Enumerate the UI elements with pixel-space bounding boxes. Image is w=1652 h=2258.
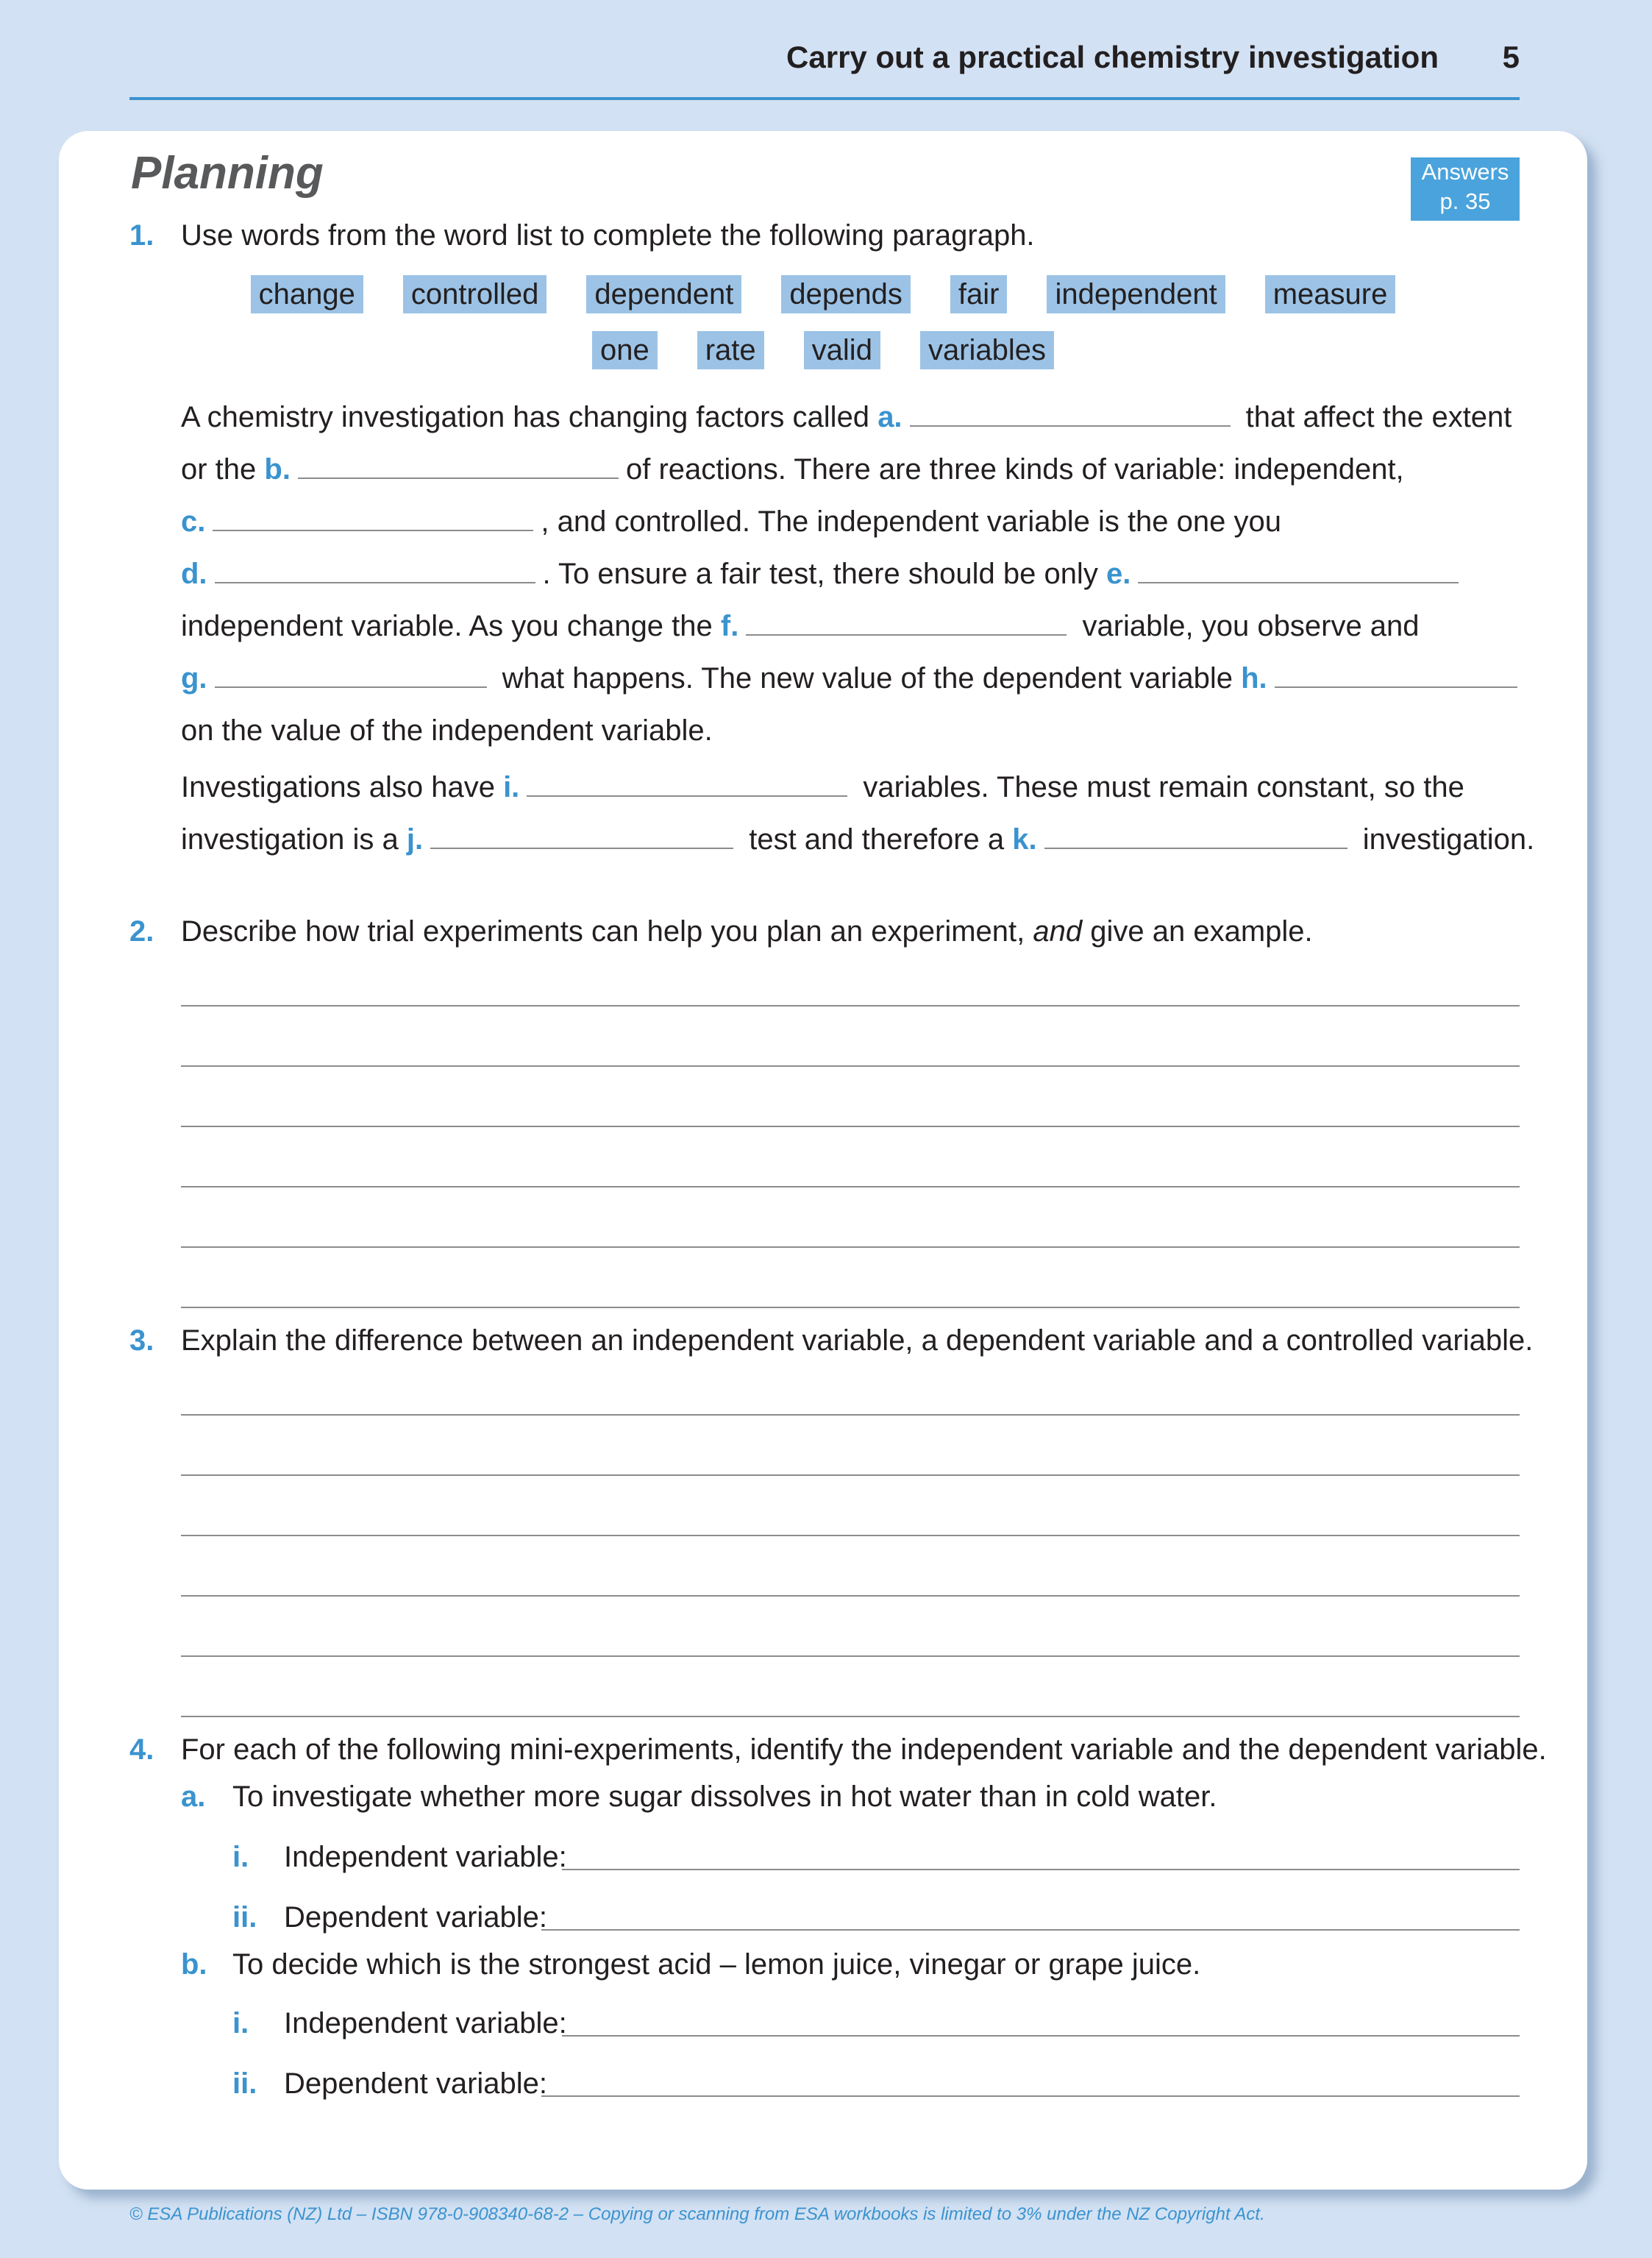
question-4-number: 4. — [129, 1733, 154, 1766]
word-chip: valid — [804, 331, 880, 369]
word-list-row-2 — [59, 331, 1587, 369]
paragraph-line — [181, 503, 1281, 540]
word-chip: independent — [1047, 275, 1225, 313]
answer-line[interactable] — [181, 1186, 1520, 1187]
blank-a[interactable] — [910, 403, 1231, 427]
question-3-number: 3. — [129, 1324, 154, 1357]
answer-line[interactable] — [181, 1655, 1520, 1657]
answer-line[interactable] — [181, 1414, 1520, 1416]
part-i-label: i. — [232, 2007, 249, 2039]
blank-d[interactable] — [215, 560, 535, 583]
answer-line[interactable] — [181, 1307, 1520, 1308]
paragraph-line — [181, 712, 713, 749]
word-chip: change — [251, 275, 363, 313]
answers-badge[interactable] — [1411, 157, 1520, 221]
blank-h[interactable] — [1275, 664, 1517, 688]
blank-i[interactable] — [527, 773, 847, 797]
worksheet-card — [59, 131, 1587, 2190]
paragraph-text: what happens. The new value of the dependent variable — [502, 662, 1233, 695]
blank-label-j: j. — [406, 823, 424, 856]
paragraph-line — [181, 399, 1512, 436]
blank-label-c: c. — [181, 505, 206, 538]
paragraph-text: . To ensure a fair test, there should be only — [542, 558, 1098, 590]
blank-label-f: f. — [720, 610, 739, 642]
chapter-title: Carry out a practical chemistry investigation — [786, 40, 1439, 74]
page-header — [129, 29, 1520, 100]
question-2-prompt — [181, 915, 1313, 948]
paragraph-text: variable, you observe and — [1082, 610, 1420, 642]
word-chip: controlled — [403, 275, 546, 313]
paragraph-text: variables. These must remain constant, so the — [863, 771, 1464, 803]
part-ii-label: ii. — [232, 1901, 257, 1934]
answers-label: Answers — [1421, 159, 1509, 185]
question-2-prompt-text: Describe how trial experiments can help you plan an experiment, — [181, 915, 1025, 948]
paragraph-line — [181, 451, 1404, 488]
page-number: 5 — [1502, 40, 1520, 74]
subquestion-b-label: b. — [181, 1948, 207, 1981]
answer-line[interactable] — [181, 1126, 1520, 1127]
independent-variable-line-b[interactable] — [562, 2035, 1520, 2037]
word-chip: variables — [920, 331, 1054, 369]
paragraph-line — [181, 769, 1464, 806]
subquestion-a-text: To investigate whether more sugar dissolves in hot water than in cold water. — [232, 1781, 1217, 1813]
independent-variable-label: Independent variable: — [284, 2007, 567, 2039]
dependent-variable-label: Dependent variable: — [284, 1901, 548, 1934]
answer-line[interactable] — [181, 1474, 1520, 1476]
paragraph-text: A chemistry investigation has changing factors called — [181, 401, 870, 433]
answer-line[interactable] — [181, 1246, 1520, 1248]
word-chip: depends — [781, 275, 910, 313]
blank-k[interactable] — [1044, 826, 1347, 849]
question-2-number: 2. — [129, 915, 154, 948]
paragraph-text: investigation. — [1362, 823, 1535, 856]
paragraph-line — [181, 608, 1420, 645]
dependent-variable-line-b[interactable] — [541, 2095, 1520, 2097]
word-chip: measure — [1265, 275, 1396, 313]
word-chip: rate — [697, 331, 764, 369]
dependent-variable-label: Dependent variable: — [284, 2067, 548, 2100]
blank-label-d: d. — [181, 558, 207, 590]
blank-c[interactable] — [213, 508, 533, 531]
dependent-variable-line-a[interactable] — [541, 1929, 1520, 1931]
section-title: Planning — [131, 148, 324, 199]
word-chip: dependent — [586, 275, 741, 313]
paragraph-text: , and controlled. The independent variable is the one you — [541, 505, 1281, 538]
blank-b[interactable] — [298, 455, 619, 479]
word-chip: fair — [950, 275, 1008, 313]
paragraph-text: on the value of the independent variable. — [181, 714, 713, 747]
paragraph-line — [181, 555, 1466, 592]
independent-variable-line-a[interactable] — [562, 1869, 1520, 1870]
answer-line[interactable] — [181, 1535, 1520, 1536]
question-3-prompt: Explain the difference between an independent variable, a dependent variable and a controlled variable. — [181, 1324, 1534, 1357]
question-2-prompt-text: give an example. — [1090, 915, 1313, 948]
question-1-number: 1. — [129, 219, 154, 252]
paragraph-text: of reactions. There are three kinds of variable: independent, — [625, 453, 1404, 486]
blank-label-i: i. — [503, 771, 520, 803]
copyright-footer: © ESA Publications (NZ) Ltd – ISBN 978-0-908340-68-2 – Copying or scanning from ESA workbooks is limited to 3% under the NZ Copyright Act. — [129, 2204, 1265, 2224]
paragraph-text: independent variable. As you change the — [181, 610, 713, 642]
subquestion-a-label: a. — [181, 1781, 206, 1813]
blank-label-g: g. — [181, 662, 207, 695]
subquestion-b-text: To decide which is the strongest acid – lemon juice, vinegar or grape juice. — [232, 1948, 1201, 1981]
paragraph-text: or the — [181, 453, 257, 486]
part-i-label: i. — [232, 1841, 249, 1873]
independent-variable-label: Independent variable: — [284, 1841, 567, 1873]
blank-j[interactable] — [430, 826, 733, 849]
question-4-prompt: For each of the following mini-experiments, identify the independent variable and the dependent variable. — [181, 1733, 1547, 1766]
answer-line[interactable] — [181, 1005, 1520, 1006]
blank-g[interactable] — [215, 664, 487, 688]
blank-f[interactable] — [746, 612, 1067, 636]
part-ii-label: ii. — [232, 2067, 257, 2100]
paragraph-text: that affect the extent — [1245, 401, 1512, 433]
paragraph-line — [181, 660, 1525, 697]
word-list-row-1 — [59, 275, 1587, 313]
answer-line[interactable] — [181, 1716, 1520, 1717]
blank-e[interactable] — [1138, 560, 1459, 583]
word-chip: one — [592, 331, 658, 369]
paragraph-text: Investigations also have — [181, 771, 495, 803]
blank-label-k: k. — [1012, 823, 1037, 856]
blank-label-e: e. — [1106, 558, 1131, 590]
blank-label-a: a. — [877, 401, 902, 433]
answers-page: p. 35 — [1439, 188, 1491, 214]
paragraph-text: investigation is a — [181, 823, 399, 856]
answer-line[interactable] — [181, 1595, 1520, 1597]
answer-line[interactable] — [181, 1065, 1520, 1067]
question-1-prompt: Use words from the word list to complete the following paragraph. — [181, 219, 1035, 252]
paragraph-line — [181, 821, 1534, 858]
paragraph-text: test and therefore a — [749, 823, 1005, 856]
question-2-prompt-emphasis: and — [1033, 915, 1083, 948]
blank-label-b: b. — [264, 453, 291, 486]
blank-label-h: h. — [1241, 662, 1267, 695]
